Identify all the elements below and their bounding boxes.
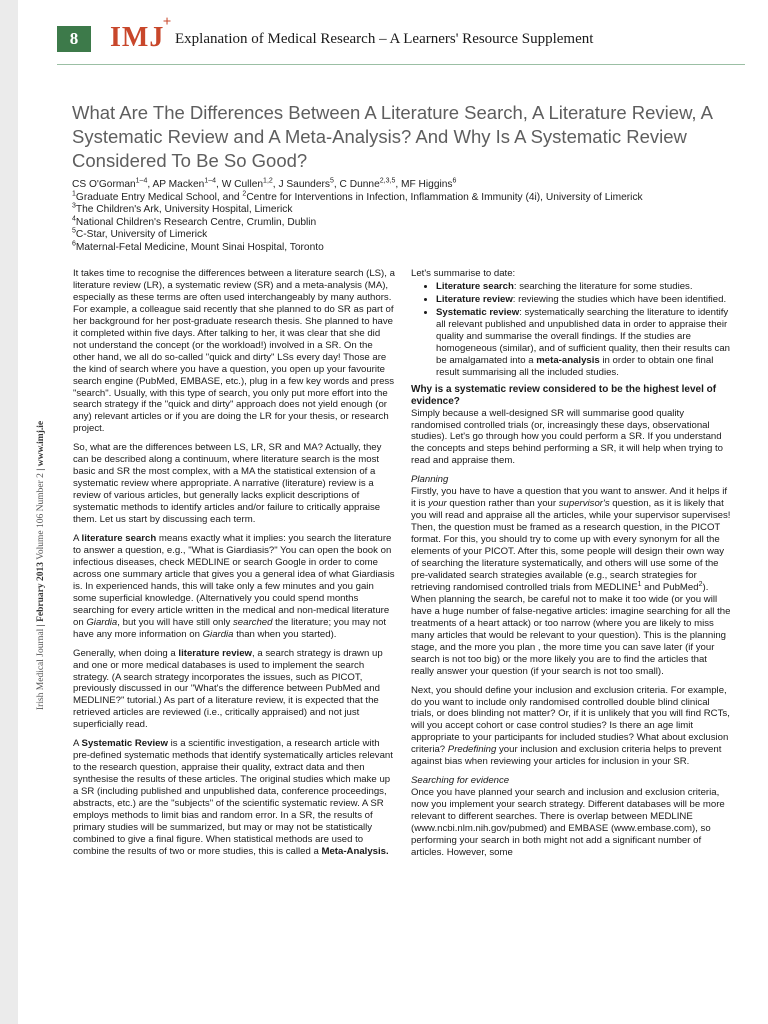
author-list: CS O'Gorman$^{1-4}$, AP Macken$^{1-4}$, W Cullen$^{1,2}$, J Saunders$^5$, C Dunne$^{2,3,5}$, MF Higgins$^6$ bbox=[72, 177, 457, 190]
side-journal-info: Irish Medical Journal | February 2013 Volume 106 Number 2 | www.imj.ie bbox=[36, 420, 46, 710]
left-margin-strip bbox=[0, 0, 18, 1024]
logo-plus-icon: + bbox=[162, 14, 173, 30]
paragraph-planning: Firstly, you have to have a question that you want to answer. And it helps if it is your question rather than your supervisor's question, as it is likely that you will read and appraise all the articles, while your supervisor supervises! Then, the question must be framed as a research question, in the PICOT format. For this, you should try to come up with every synonym for all the elements of your PICOT. After this, some people will design their own way of searching the literature systematically, and others will use some of the pre-validated search strategies available (e.g., search strategies for retrieving randomised controlled trials from MEDLINE$^1$ and PubMed$^2$). When planning the search, be careful not to make it too wide (or you will have a huge number of false-negative articles: imagine searching for all the treatments of a heart attack) or too narrow (where you are likely to miss many articles that would be relevant to your question). This is the planning stage, and the more you plan , the more time you can save later (if your search is not too big) or the more likely you are to find the articles that really answer your question (if your search is not too small). bbox=[411, 486, 731, 677]
paragraph-literature-review: Generally, when doing a literature review, a search strategy is drawn up and one or more medical databases is used to implement the search strategy. (A search strategy incorporates the issues, such as PICOT, previously discussed in our "What's the difference between PubMed and MEDLINE?" tutorial.) As part of a literature review, it is expected that the retrieved articles are reviewed (i.e., critically appraised) and not just superficially read. bbox=[73, 647, 383, 731]
affiliation-5: $^5$C-Star, University of Limerick bbox=[72, 227, 208, 241]
page-number: 8 bbox=[57, 26, 91, 52]
section-heading: Why is a systematic review considered to be the highest level of evidence? bbox=[411, 383, 717, 407]
paragraph-criteria: Next, you should define your inclusion and exclusion criteria. For example, do you want to include only randomised controlled double blind clinical trials, or does blinding not matter? Or, if it is unlikely that you will find RCTs, will you accept cohort or case control studies? Is there an age limit appropriate to your participants for included studies? What about exclusion criteria? Predefining your inclusion and exclusion criteria helps to prevent against bias when reviewing your articles for inclusion in your SR. bbox=[411, 684, 730, 768]
paragraph: So, what are the differences between LS, LR, SR and MA? Actually, they can be described along a continuum, where literature search is the most basic and SR the most complex, with a MA the statistical extension of a systematic review where appropriate. A narrative (literature) review is a review of various articles, but generally lacks explicit descriptions of systematic methods to identify articles and/or failure to critically appraise them. Let us start by discussing each term. bbox=[73, 442, 382, 526]
affiliation-1: $^1$Graduate Entry Medical School, and $^2$Centre for Interventions in Infection, Inflammation & Immunity (4i), University of Limerick bbox=[72, 190, 643, 203]
subheading-planning: Planning bbox=[411, 474, 449, 486]
paragraph-systematic-review: A Systematic Review is a scientific investigation, a research article with pre-defined systematic methods that identify systematically articles relevant to the research question, appraise their quality, extract data and then synthesise the results of these articles. The original studies which make up a SR (including published and unpublished data, conference proceedings, abstracts, etc.) are the "subjects" of the scientific systematic review. A SR employs methods to limit bias and random error. In a SR, the results of primary studies will be summarized, but may or may not be statistically combined to give a final figure. When statistical methods are used to combine the results of two or more studies, this is called a Meta-Analysis. bbox=[73, 738, 393, 857]
paragraph: Simply because a well-designed SR will summarise good quality randomised controlled trials (or, increasingly these days, observational studies). Let's go through how you could perform a SR. If you understand the concepts and steps behind performing a SR, it will help when trying to read and appraise them. bbox=[411, 407, 723, 467]
paragraph-searching: Once you have planned your search and inclusion and exclusion criteria, now you implement your search strategy. Different databases will be more relevant to different searches. There is overlap between MEDLINE (www.ncbi.nlm.nih.gov/pubmed) and EMBASE (www.embase.com), so performing your search in both might not add a significant number of articles. However, some bbox=[411, 787, 725, 858]
right-column bbox=[411, 268, 731, 866]
logo-text: IMJ bbox=[110, 22, 165, 53]
list-item: • Literature search: searching the literature for some studies. bbox=[436, 281, 731, 293]
subheading-searching: Searching for evidence bbox=[411, 775, 510, 787]
affiliation-6: $^6$Maternal-Fetal Medicine, Mount Sinai Hospital, Toronto bbox=[72, 240, 324, 253]
list-item: • Literature review: reviewing the studies which have been identified. bbox=[436, 294, 731, 306]
summary-intro: Let's summarise to date: bbox=[411, 268, 516, 279]
side-journal-name: Irish Medical Journal bbox=[36, 628, 46, 710]
side-date: February 2013 bbox=[36, 561, 46, 622]
supplement-title: Explanation of Medical Research – A Learners' Resource Supplement bbox=[175, 31, 594, 47]
header-divider bbox=[57, 64, 745, 65]
affiliation-3: $^3$The Children's Ark, University Hospital, Limerick bbox=[72, 202, 293, 216]
page-header bbox=[0, 14, 768, 62]
article-title: What Are The Differences Between A Literature Search, A Literature Review, A Systematic Review and A Meta-Analysis? And Why Is A Systematic Review Considered To Be So Good? bbox=[72, 102, 712, 171]
paragraph-literature-search: A literature search means exactly what it implies: you search the literature to answer a question, e.g., "What is Giardiasis?" You can open the book on infectious diseases, check MEDLINE or search Google in order to come across one summary article that gives you a general idea of what Giardiasis is. In experienced hands, this will take only a few minutes and you gain some superficial knowledge. (Alternatively you could spend months searching for every article written in the medical and non-medical literature on Giardia, but you will have still only searched the literature; you may not have any more information on Giardia than when you started). bbox=[73, 533, 395, 640]
paragraph: It takes time to recognise the differences between a literature search (LS), a literature review (LR), a systematic review (SR) and a meta-analysis (MA), especially as these terms are often used interchangeably by many authors. For example, a colleague said recently that she planned to do SR as part of her background for her post-graduate research thesis. She planned to have it completed within five days. After talking to her, it was clear that she did not understand the concept (or the workload!) involved in a SR. On the other hand, we all do so-called "quick and dirty" LSs every day! Those are the kind of search where you have a question, you open up your favourite search engine (PubMed, EMBASE, etc.), plug in a few key words and press "search". Usually, with this type of search, you only put more effort into the search strategy if the "quick and dirty" approach does not yield enough (or any) relevant articles or if you are doing the LR for your thesis, or research project. bbox=[73, 268, 395, 435]
author-block bbox=[72, 179, 742, 255]
list-item: • Systematic review: systematically searching the literature to identify all relevant published and unpublished data in order to appraise their quality and summarise the overall findings. If the studies are homogeneous (similar), and of sufficient quality, then their results can be amalgamated into a meta-analysis in order to obtain one final result summarising all the included studies. bbox=[436, 307, 731, 379]
side-website: www.imj.ie bbox=[36, 420, 46, 467]
summary-list bbox=[411, 281, 731, 379]
imj-logo bbox=[110, 14, 173, 54]
side-volume: Volume 106 Number 2 bbox=[36, 473, 46, 560]
affiliation-4: $^4$National Children's Research Centre, Crumlin, Dublin bbox=[72, 215, 317, 228]
left-column bbox=[73, 268, 395, 865]
